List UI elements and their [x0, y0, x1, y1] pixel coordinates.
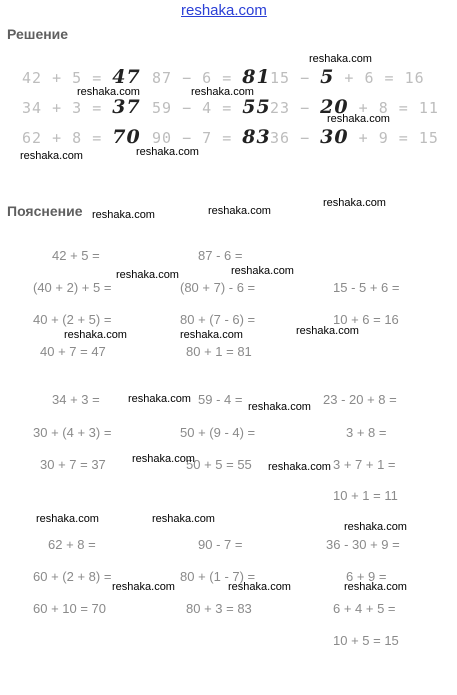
solution-row-9 [270, 126, 439, 148]
watermark: reshaka.com [36, 513, 99, 525]
explanation-line: 6 + 4 + 5 = [333, 601, 396, 616]
explanation-line: 80 + (7 - 6) = [180, 312, 256, 327]
watermark: reshaka.com [112, 581, 175, 593]
explanation-line: 50 + (9 - 4) = [180, 425, 256, 440]
solution-expression: 42 + 5 = [22, 69, 113, 87]
solution-expression: 87 − 6 = [152, 69, 243, 87]
explanation-line: 60 + (2 + 8) = [33, 569, 112, 584]
explanation-line: 30 + (4 + 3) = [33, 425, 112, 440]
explanation-line: 23 - 20 + 8 = [323, 392, 397, 407]
watermark: reshaka.com [208, 205, 271, 217]
watermark: reshaka.com [323, 197, 386, 209]
explanation-line: 80 + (1 - 7) = [180, 569, 256, 584]
watermark: reshaka.com [128, 393, 191, 405]
solution-expression: 59 − 4 = [152, 99, 243, 117]
solution-expression: 36 − [270, 129, 321, 147]
solution-expression: 23 − [270, 99, 321, 117]
watermark: reshaka.com [344, 581, 407, 593]
watermark: reshaka.com [132, 453, 195, 465]
watermark: reshaka.com [309, 53, 372, 65]
solution-expression: 15 − [270, 69, 321, 87]
site-link[interactable]: reshaka.com [181, 2, 267, 19]
solution-answer: 30 [320, 126, 349, 148]
watermark: reshaka.com [152, 513, 215, 525]
explanation-line: 40 + 7 = 47 [40, 344, 106, 359]
explanation-line: 34 + 3 = [52, 392, 100, 407]
solution-expression: 62 + 8 = [22, 129, 113, 147]
solution-expression: 90 − 7 = [152, 129, 243, 147]
explanation-line: 62 + 8 = [48, 537, 96, 552]
watermark: reshaka.com [191, 86, 254, 98]
solution-answer: 70 [112, 126, 141, 148]
solution-answer: 47 [112, 66, 141, 88]
solution-expression: 34 + 3 = [22, 99, 113, 117]
solution-row-3 [270, 66, 425, 88]
solution-row-7 [22, 126, 141, 148]
explanation-line: 10 + 6 = 16 [333, 312, 399, 327]
watermark: reshaka.com [64, 329, 127, 341]
explanation-line: 59 - 4 = [198, 392, 243, 407]
watermark: reshaka.com [136, 146, 199, 158]
explanation-line: 10 + 1 = 11 [333, 488, 398, 503]
solution-expression-tail: + 8 = 11 [348, 99, 439, 117]
explanation-line: 80 + 3 = 83 [186, 601, 252, 616]
solution-answer: 83 [242, 126, 271, 148]
watermark: reshaka.com [228, 581, 291, 593]
solution-heading: Решение [7, 26, 69, 42]
solution-row-2 [152, 66, 271, 88]
explanation-line: 3 + 8 = [346, 425, 387, 440]
watermark: reshaka.com [116, 269, 179, 281]
watermark: reshaka.com [248, 401, 311, 413]
explanation-heading: Пояснение [7, 203, 83, 219]
solution-expression-tail: + 9 = 15 [348, 129, 439, 147]
solution-answer: 5 [320, 66, 335, 88]
explanation-line: 40 + (2 + 5) = [33, 312, 112, 327]
solution-answer: 55 [242, 96, 271, 118]
solution-row-8 [152, 126, 271, 148]
explanation-line: 80 + 1 = 81 [186, 344, 252, 359]
explanation-line: 42 + 5 = [52, 248, 100, 263]
watermark: reshaka.com [268, 461, 331, 473]
explanation-line: 87 - 6 = [198, 248, 243, 263]
solution-row-5 [152, 96, 271, 118]
watermark: reshaka.com [327, 113, 390, 125]
watermark: reshaka.com [92, 209, 155, 221]
solution-answer: 37 [112, 96, 141, 118]
solution-row-1 [22, 66, 141, 88]
explanation-line: 50 + 5 = 55 [186, 457, 252, 472]
watermark: reshaka.com [180, 329, 243, 341]
watermark: reshaka.com [231, 265, 294, 277]
explanation-line: 30 + 7 = 37 [40, 457, 106, 472]
explanation-line: 90 - 7 = [198, 537, 243, 552]
watermark: reshaka.com [20, 150, 83, 162]
explanation-line: 15 - 5 + 6 = [333, 280, 400, 295]
watermark: reshaka.com [296, 325, 359, 337]
explanation-line: 6 + 9 = [346, 569, 387, 584]
solution-row-4 [22, 96, 141, 118]
explanation-line: 10 + 5 = 15 [333, 633, 399, 648]
solution-answer: 20 [320, 96, 349, 118]
explanation-line: 60 + 10 = 70 [33, 601, 107, 616]
explanation-line: 36 - 30 + 9 = [326, 537, 400, 552]
watermark: reshaka.com [344, 521, 407, 533]
explanation-line: (80 + 7) - 6 = [180, 280, 256, 295]
explanation-line: 3 + 7 + 1 = [333, 457, 396, 472]
watermark: reshaka.com [77, 86, 140, 98]
solution-answer: 81 [242, 66, 271, 88]
solution-expression-tail: + 6 = 16 [334, 69, 425, 87]
explanation-line: (40 + 2) + 5 = [33, 280, 112, 295]
